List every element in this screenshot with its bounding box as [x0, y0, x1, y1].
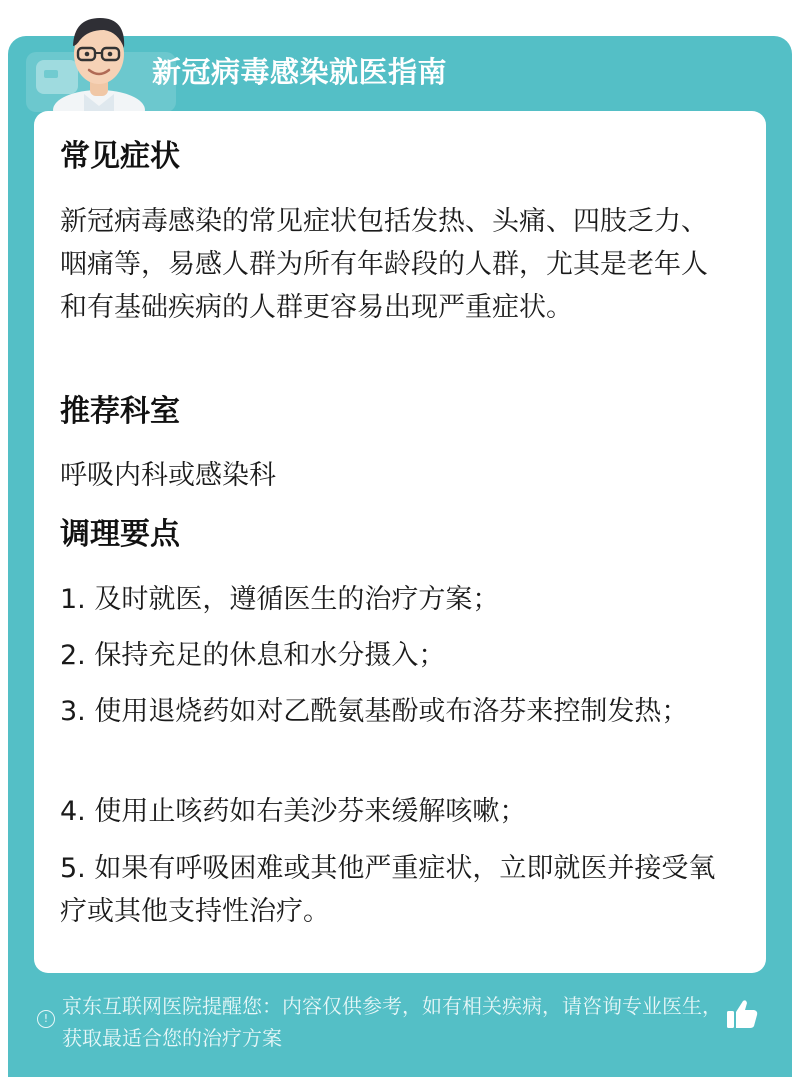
- doctor-avatar: [44, 6, 154, 114]
- care-heading: 调理要点: [60, 517, 180, 552]
- department-text: 呼吸内科或感染科: [60, 460, 276, 491]
- care-item-4: 4. 使用止咳药如右美沙芬来缓解咳嗽；: [60, 796, 527, 827]
- footer-notice: 京东互联网医院提醒您：内容仅供参考，如有相关疾病，请咨询专业医生，获取最适合您的治疗方案: [62, 994, 722, 1050]
- info-icon: !: [37, 1010, 55, 1028]
- symptoms-heading: 常见症状: [60, 139, 180, 174]
- care-item-2: 2. 保持充足的休息和水分摄入；: [60, 640, 446, 671]
- symptoms-text: 新冠病毒感染的常见症状包括发热、头痛、四肢乏力、咽痛等，易感人群为所有年龄段的人群，尤其是老年人和有基础疾病的人群更容易出现严重症状。: [60, 206, 708, 323]
- thumbs-up-icon[interactable]: [724, 996, 760, 1032]
- care-item-1: 1. 及时就医，遵循医生的治疗方案；: [60, 584, 500, 615]
- care-item-5: 5. 如果有呼吸困难或其他严重症状，立即就医并接受氧疗或其他支持性治疗。: [60, 853, 716, 927]
- department-heading: 推荐科室: [60, 394, 180, 429]
- page-title: 新冠病毒感染就医指南: [152, 55, 448, 89]
- care-item-3: 3. 使用退烧药如对乙酰氨基酚或布洛芬来控制发热；: [60, 696, 689, 727]
